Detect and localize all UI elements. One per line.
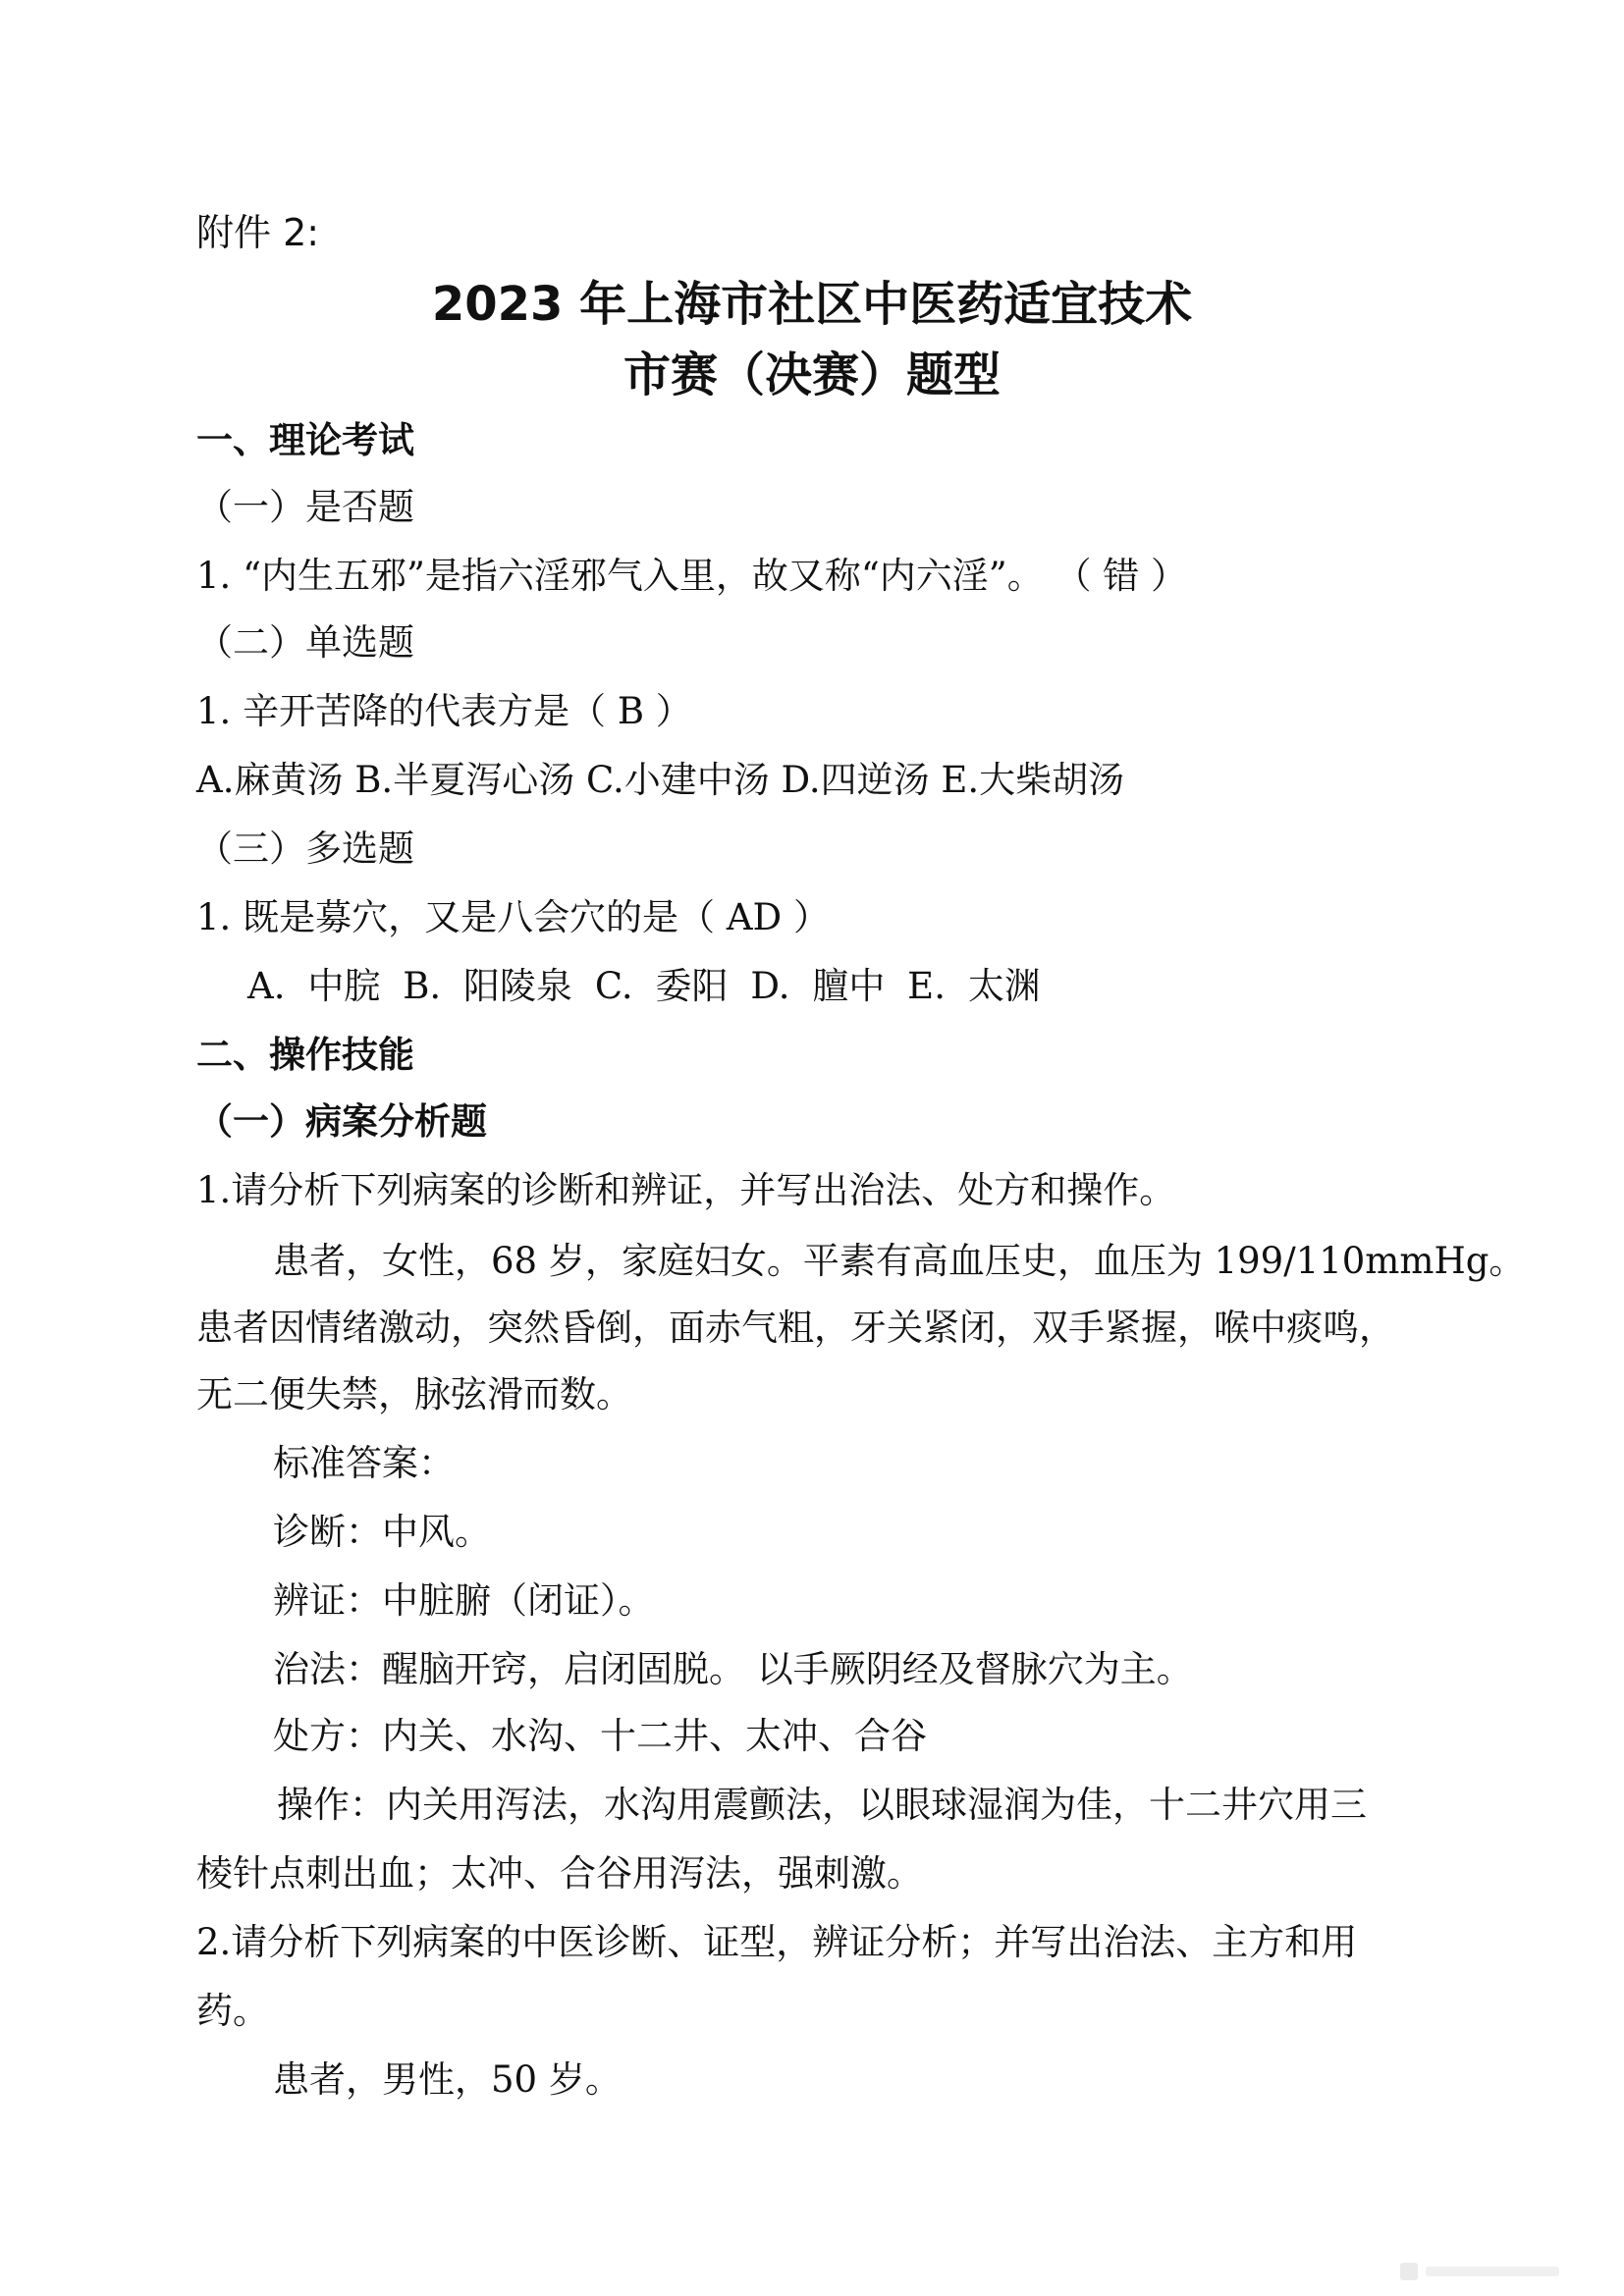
case-1-description-line-1: 患者，女性，68 岁，家庭妇女。平素有高血压史，血压为 199/110mmHg。 <box>273 1240 1526 1282</box>
question-single-choice-1-options: A.麻黄汤 B.半夏泻心汤 C.小建中汤 D.四逆汤 E.大柴胡汤 <box>196 759 1125 801</box>
case-1-syndrome: 辨证：中脏腑（闭证）。 <box>273 1579 655 1622</box>
attachment-label: 附件 2: <box>196 211 320 254</box>
subsection-heading-multi-choice: （三）多选题 <box>196 828 414 870</box>
document-title-line-1: 2023 年上海市社区中医药适宜技术 <box>431 277 1193 332</box>
case-1-diagnosis: 诊断：中风。 <box>273 1511 491 1553</box>
case-1-description-line-2: 患者因情绪激动，突然昏倒，面赤气粗，牙关紧闭，双手紧握，喉中痰鸣， <box>196 1307 1395 1349</box>
case-2-description-line-1: 患者，男性，50 岁。 <box>273 2058 622 2101</box>
case-2-prompt-line-2: 药。 <box>196 1990 269 2032</box>
case-2-prompt-line-1: 2.请分析下列病案的中医诊断、证型，辨证分析；并写出治法、主方和用 <box>196 1921 1358 1963</box>
case-1-operation-line-2: 棱针点刺出血；太冲、合谷用泻法，强刺激。 <box>196 1852 923 1895</box>
question-multi-choice-1: 1. 既是募穴，又是八会穴的是（ AD ） <box>196 896 830 938</box>
subsection-heading-true-false: （一）是否题 <box>196 486 414 528</box>
section-heading-theory: 一、理论考试 <box>196 419 414 461</box>
case-1-treatment: 治法：醒脑开窍，启闭固脱。 以手厥阴经及督脉穴为主。 <box>273 1648 1193 1690</box>
case-1-prescription: 处方：内关、水沟、十二井、太冲、合谷 <box>273 1715 927 1757</box>
section-heading-skills: 二、操作技能 <box>196 1034 414 1076</box>
question-single-choice-1: 1. 辛开苦降的代表方是（ B ） <box>196 690 692 732</box>
question-multi-choice-1-options: A. 中脘 B. 阳陵泉 C. 委阳 D. 膻中 E. 太渊 <box>247 965 1041 1007</box>
case-1-operation-line-1: 操作：内关用泻法，水沟用震颤法，以眼球湿润为佳，十二井穴用三 <box>277 1784 1367 1826</box>
case-1-answer-label: 标准答案： <box>273 1442 455 1484</box>
question-true-false-1: 1. “内生五邪”是指六淫邪气入里，故又称“内六淫”。 （ 错 ） <box>196 555 1188 597</box>
case-1-description-line-3: 无二便失禁，脉弦滑而数。 <box>196 1373 632 1415</box>
case-1-prompt: 1.请分析下列病案的诊断和辨证，并写出治法、处方和操作。 <box>196 1169 1176 1211</box>
subsection-heading-case-analysis: （一）病案分析题 <box>196 1100 487 1143</box>
watermark-logo <box>1398 2257 1565 2286</box>
document-title-line-2: 市赛（决赛）题型 <box>623 347 1001 402</box>
subsection-heading-single-choice: （二）单选题 <box>196 621 414 664</box>
